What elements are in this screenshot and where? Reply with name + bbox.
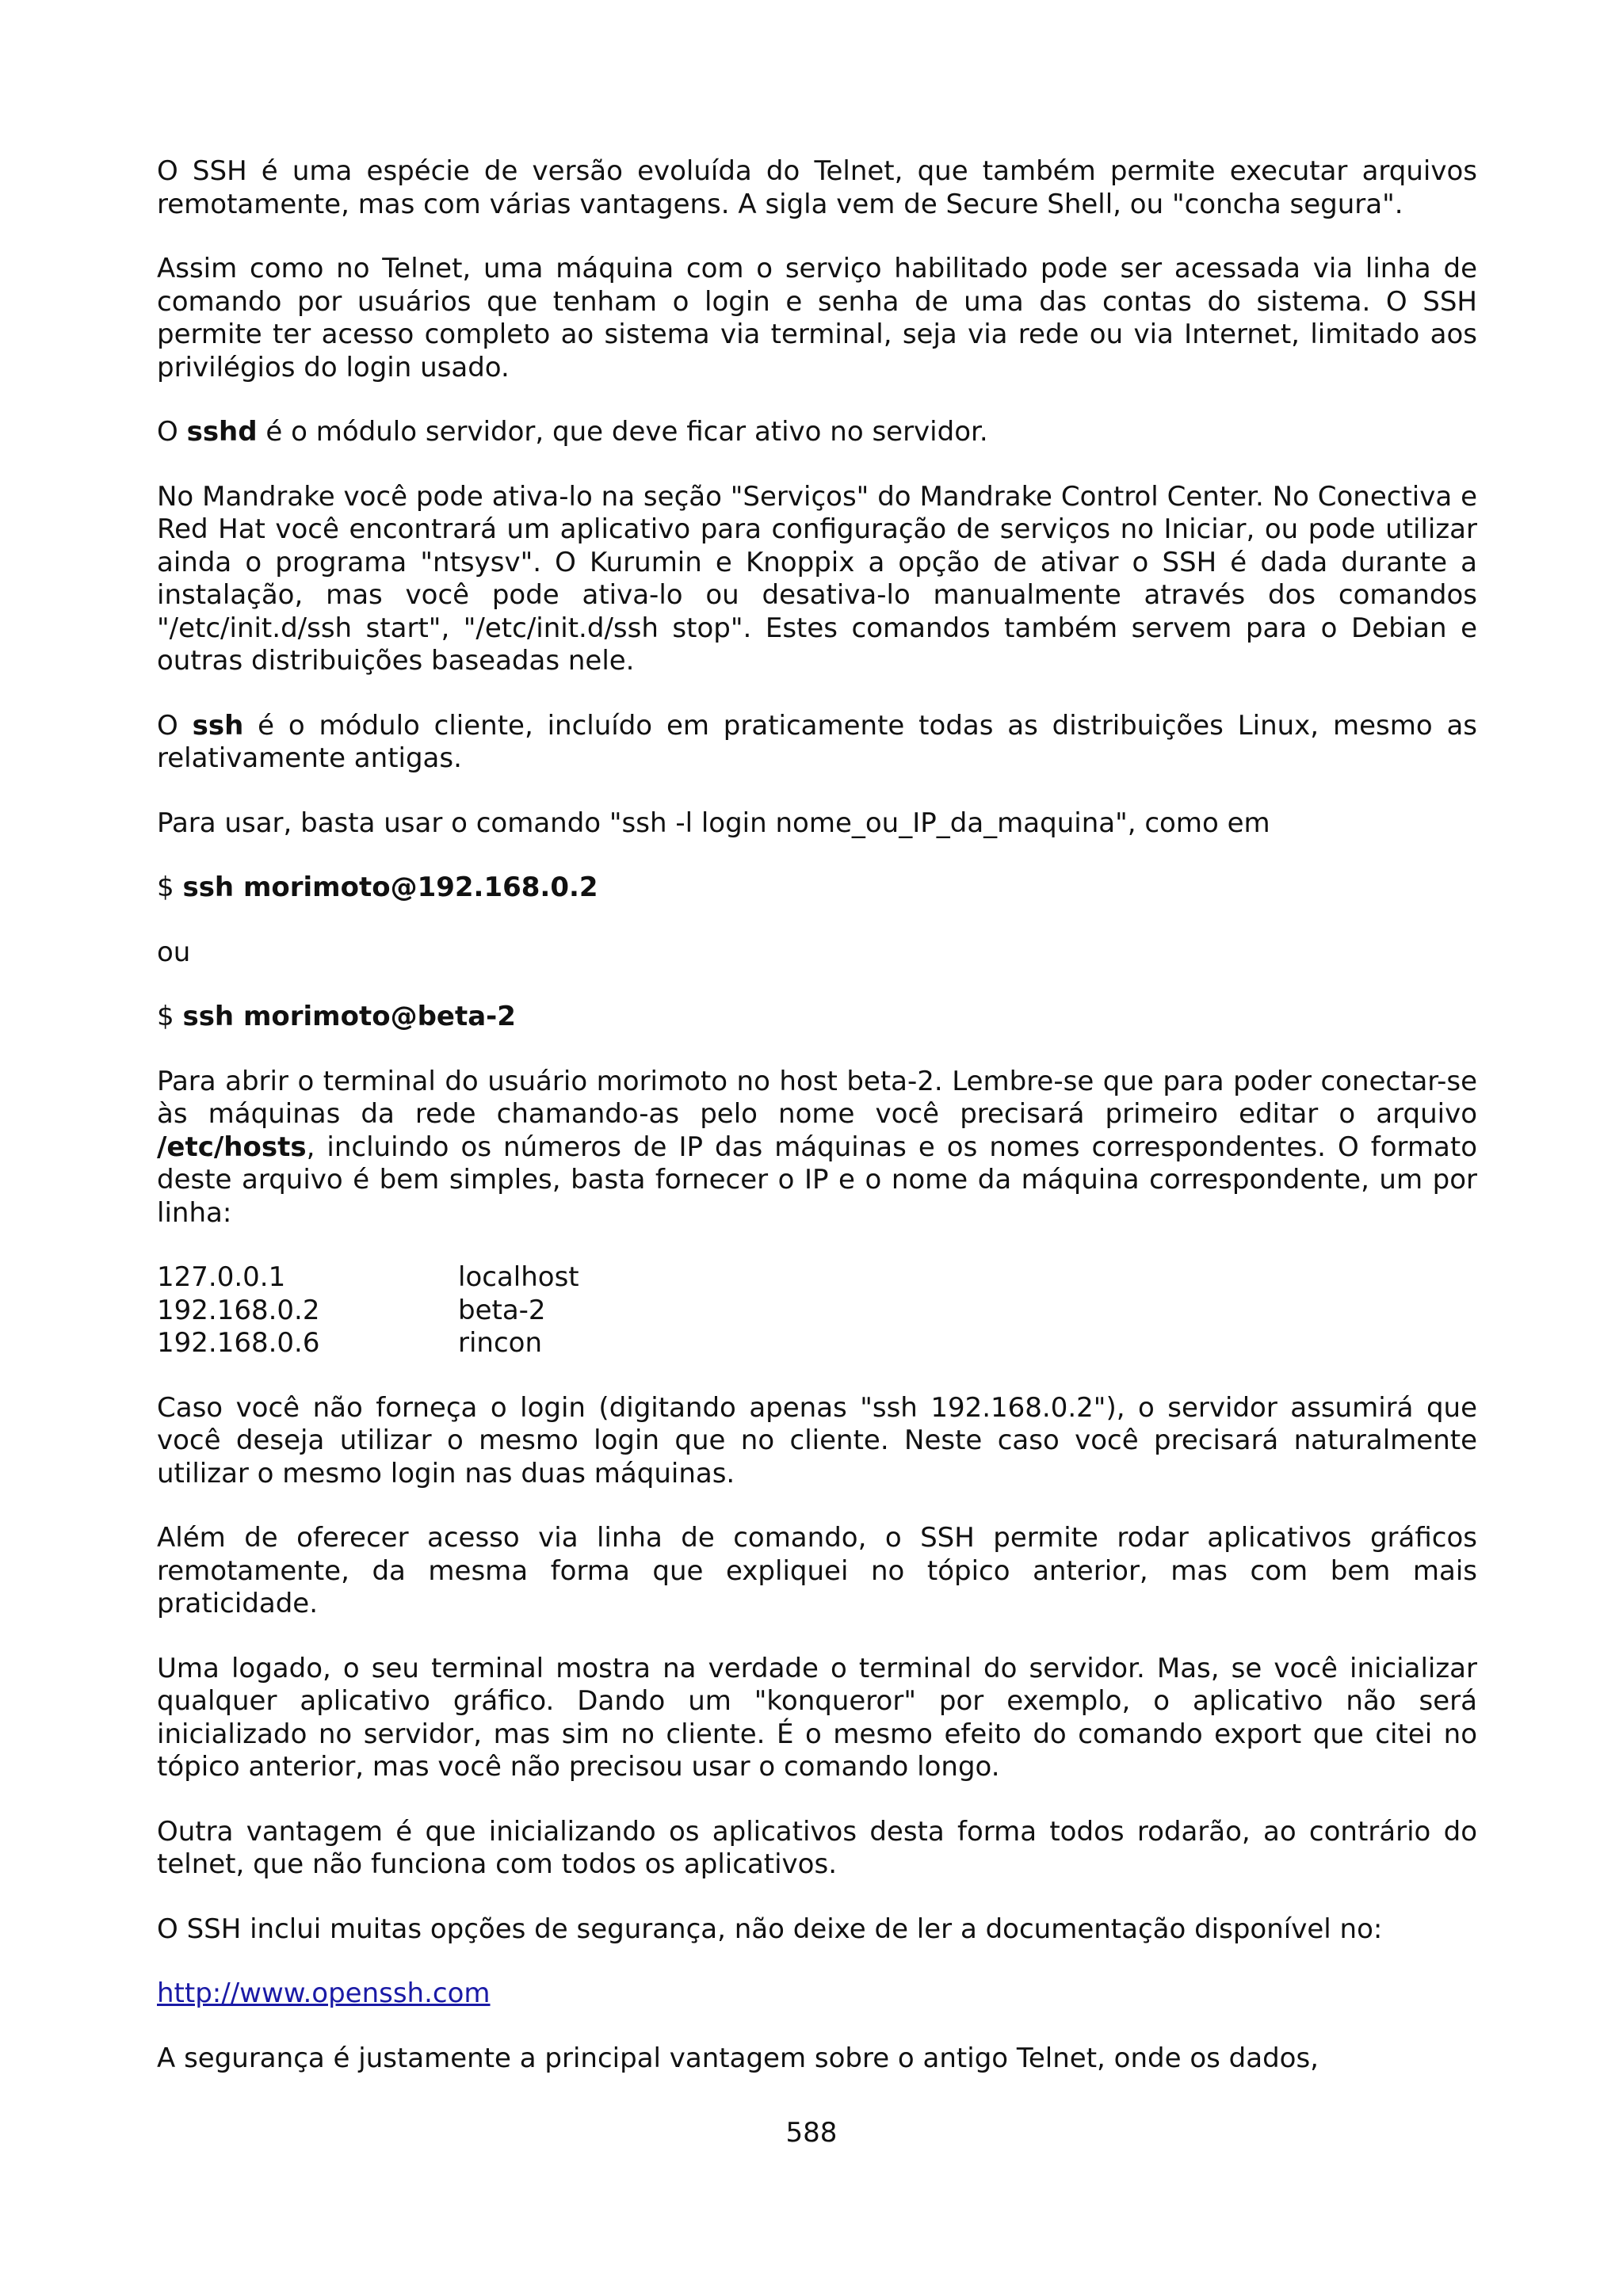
text-segment: é o módulo servidor, que deve ficar ativo no servidor. — [257, 416, 988, 448]
hosts-table-row — [157, 1295, 1477, 1328]
paragraph-documentation: O SSH inclui muitas opções de segurança, não deixe de ler a documentação disponível no: — [157, 1913, 1383, 1945]
command-prompt: $ — [157, 1001, 183, 1032]
command-example-hostname — [157, 1001, 1477, 1034]
hosts-table — [157, 1261, 1477, 1360]
hosts-table-row — [157, 1261, 1477, 1295]
host-ip: 192.168.0.6 — [157, 1327, 320, 1359]
bold-term-sshd: sshd — [186, 416, 258, 448]
document-body — [157, 155, 1477, 2107]
text-segment: , incluindo os números de IP das máquinas e os nomes correspondentes. O formato deste arquivo é bem simples, basta fornecer o IP e o nome da máquina correspondente, um por linha: — [157, 1131, 1477, 1229]
paragraph-ssh-intro: O SSH é uma espécie de versão evoluída do Telnet, que também permite executar arquivos remotamente, mas com várias vantagens. A sigla vem de Secure Shell, ou "concha segura". — [157, 155, 1477, 220]
host-ip: 127.0.0.1 — [157, 1261, 286, 1293]
bold-term-ssh: ssh — [192, 709, 244, 742]
text-segment: Para abrir o terminal do usuário morimoto no host beta-2. Lembre-se que para poder conectar-se às máquinas da rede chamando-as pelo nome você precisará primeiro editar o arquivo — [157, 1065, 1477, 1130]
paragraph-usage: Para usar, basta usar o comando "ssh -l login nome_ou_IP_da_maquina", como em — [157, 807, 1270, 839]
paragraph-or: ou — [157, 936, 191, 968]
paragraph-graphical-apps: Além de oferecer acesso via linha de comando, o SSH permite rodar aplicativos gráficos remotamente, da mesma forma que expliquei no tópico anterior, mas com bem mais praticidade. — [157, 1522, 1477, 1619]
bold-term-etc-hosts: /etc/hosts — [157, 1131, 307, 1163]
paragraph-hosts-file — [157, 1066, 1477, 1230]
host-name: beta-2 — [458, 1294, 546, 1326]
command-text: ssh morimoto@beta-2 — [182, 1001, 516, 1032]
text-segment: O — [157, 416, 187, 448]
text-segment: O — [157, 709, 193, 742]
command-text: ssh morimoto@192.168.0.2 — [182, 871, 598, 903]
paragraph-distributions: No Mandrake você pode ativa-lo na seção "Serviços" do Mandrake Control Center. No Conectiva e Red Hat você encontrará um aplicativo para configuração de serviços no Iniciar, ou pode utilizar ainda o programa "ntsysv". O Kurumin e Knoppix a opção de ativar o SSH é dada durante a instalação, mas você pode ativa-lo ou desativa-lo manualmente através dos comandos "/etc/init.d/ssh start", "/etc/init.d/ssh stop". Estes comandos também servem para o Debian e outras distribuições baseadas nele. — [157, 480, 1477, 677]
paragraph-sshd — [157, 416, 1477, 449]
paragraph-ssh-access: Assim como no Telnet, uma máquina com o serviço habilitado pode ser acessada via linha de comando por usuários que tenham o login e senha de uma das contas do sistema. O SSH permite ter acesso completo ao sistema via terminal, seja via rede ou via Internet, limitado aos privilégios do login usado. — [157, 253, 1477, 383]
hosts-table-row — [157, 1327, 1477, 1360]
command-prompt: $ — [157, 871, 183, 903]
paragraph-compatibility: Outra vantagem é que inicializando os aplicativos desta forma todos rodarão, ao contrário do telnet, que não funciona com todos os aplicativos. — [157, 1815, 1477, 1880]
openssh-link[interactable]: http://www.openssh.com — [157, 1978, 491, 2009]
paragraph-default-login: Caso você não forneça o login (digitando apenas "ssh 192.168.0.2"), o servidor assumirá que você deseja utilizar o mesmo login que no cliente. Neste caso você precisará naturalmente utilizar o mesmo login nas duas máquinas. — [157, 1391, 1477, 1489]
text-segment: é o módulo cliente, incluído em praticamente todas as distribuições Linux, mesmo as relativamente antigas. — [157, 709, 1478, 774]
paragraph-ssh-client — [157, 710, 1477, 776]
host-name: localhost — [458, 1261, 579, 1293]
paragraph-security: A segurança é justamente a principal vantagem sobre o antigo Telnet, onde os dados, — [157, 2042, 1319, 2074]
host-name: rincon — [458, 1327, 543, 1359]
host-ip: 192.168.0.2 — [157, 1294, 320, 1326]
page-number: 588 — [785, 2117, 838, 2149]
command-example-ip — [157, 871, 1477, 905]
paragraph-link — [157, 1978, 1477, 2011]
paragraph-remote-terminal: Uma logado, o seu terminal mostra na verdade o terminal do servidor. Mas, se você inicializar qualquer aplicativo gráfico. Dando um "konqueror" por exemplo, o aplicativo não será inicializado no servidor, mas sim no cliente. É o mesmo efeito do comando export que citei no tópico anterior, mas você não precisou usar o comando longo. — [157, 1652, 1477, 1783]
